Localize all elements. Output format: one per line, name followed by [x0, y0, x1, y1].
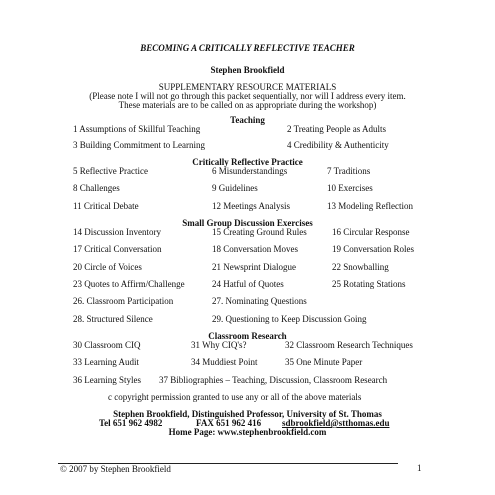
- list-item: 5 Reflective Practice: [73, 166, 148, 176]
- note-line-2: These materials are to be called on as appropriate during the workshop): [118, 100, 377, 110]
- list-item: 10 Exercises: [327, 183, 373, 193]
- list-item: 15 Creating Ground Rules: [212, 227, 307, 237]
- list-item: 4 Credibility & Authenticity: [287, 140, 389, 150]
- contact-line: Stephen Brookfield, Distinguished Professor, University of St. Thomas: [113, 409, 382, 419]
- list-item: 13 Modeling Reflection: [327, 201, 413, 211]
- list-item: 3 Building Commitment to Learning: [73, 140, 205, 150]
- list-item: 21 Newsprint Dialogue: [212, 262, 296, 272]
- practice-heading: Critically Reflective Practice: [192, 157, 303, 167]
- list-item: 27. Nominating Questions: [212, 296, 307, 306]
- permission-note: c copyright permission granted to use any or all of the above materials: [108, 392, 362, 402]
- telephone: Tel 651 962 4982: [99, 418, 163, 428]
- list-item: 32 Classroom Research Techniques: [285, 340, 413, 350]
- list-item: 12 Meetings Analysis: [212, 201, 290, 211]
- list-item: 37 Bibliographies – Teaching, Discussion, Classroom Research: [159, 375, 388, 385]
- list-item: 8 Challenges: [73, 183, 120, 193]
- list-item: 2 Treating People as Adults: [287, 124, 387, 134]
- email-link[interactable]: sdbrookfield@stthomas.edu: [282, 418, 390, 428]
- list-item: 30 Classroom CIQ: [73, 340, 141, 350]
- list-item: 22 Snowballing: [332, 262, 389, 272]
- list-item: 18 Conversation Moves: [212, 244, 298, 254]
- list-item: 14 Discussion Inventory: [73, 227, 161, 237]
- document-title: BECOMING A CRITICALLY REFLECTIVE TEACHER: [140, 43, 355, 53]
- list-item: 11 Critical Debate: [73, 201, 139, 211]
- teaching-heading: Teaching: [230, 115, 265, 125]
- list-item: 29. Questioning to Keep Discussion Going: [212, 314, 367, 324]
- list-item: 20 Circle of Voices: [73, 262, 142, 272]
- list-item: 35 One Minute Paper: [285, 357, 363, 367]
- list-item: 36 Learning Styles: [73, 375, 141, 385]
- list-item: 1 Assumptions of Skillful Teaching: [73, 124, 201, 134]
- list-item: 28. Structured Silence: [73, 314, 153, 324]
- list-item: 6 Misunderstandings: [212, 166, 288, 176]
- home-page-line: Home Page: www.stephenbrookfield.com: [168, 427, 327, 437]
- list-item: 17 Critical Conversation: [73, 244, 162, 254]
- list-item: 24 Hatful of Quotes: [212, 279, 284, 289]
- list-item: 23 Quotes to Affirm/Challenge: [73, 279, 185, 289]
- note-line-1: (Please note I will not go through this packet sequentially, nor will I address every item.: [89, 91, 406, 101]
- list-item: 34 Muddiest Point: [191, 357, 258, 367]
- section-subtitle: SUPPLEMENTARY RESOURCE MATERIALS: [158, 82, 337, 92]
- page-number: 1: [417, 463, 422, 473]
- copyright-notice: © 2007 by Stephen Brookfield: [60, 464, 171, 474]
- list-item: 26. Classroom Participation: [73, 296, 174, 306]
- list-item: 31 Why CIQ's?: [191, 340, 247, 350]
- fax: FAX 651 962 416: [196, 418, 262, 428]
- small-group-heading: Small Group Discussion Exercises: [182, 218, 313, 228]
- list-item: 33 Learning Audit: [73, 357, 139, 367]
- author-name: Stephen Brookfield: [210, 65, 285, 75]
- list-item: 16 Circular Response: [332, 227, 410, 237]
- classroom-heading: Classroom Research: [208, 331, 287, 341]
- list-item: 19 Conversation Roles: [332, 244, 414, 254]
- list-item: 9 Guidelines: [212, 183, 258, 193]
- list-item: 7 Traditions: [327, 166, 371, 176]
- list-item: 25 Rotating Stations: [332, 279, 406, 289]
